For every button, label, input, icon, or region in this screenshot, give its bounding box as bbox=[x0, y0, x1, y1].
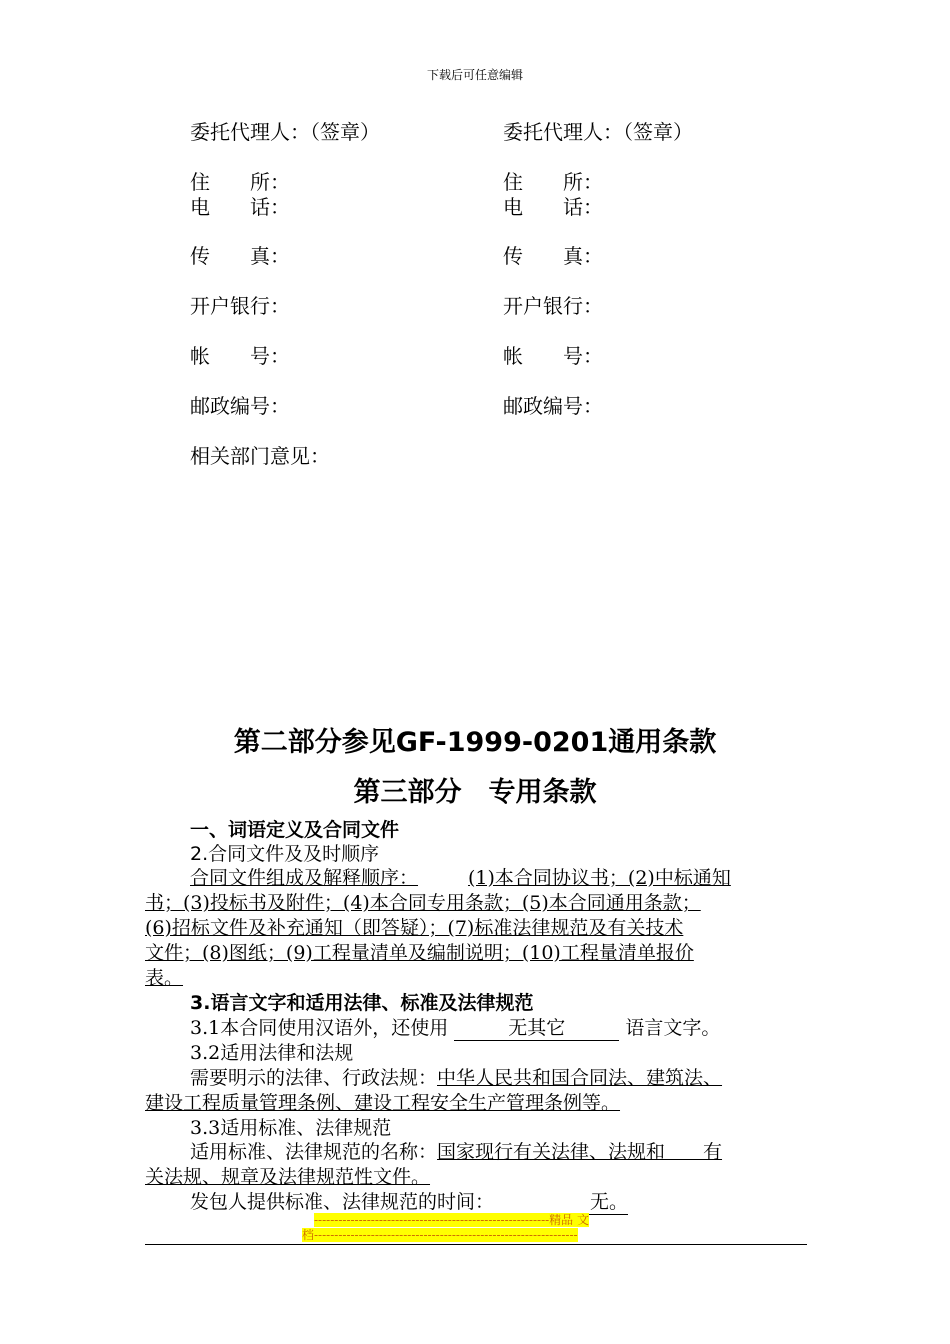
left-address-label: 住 所： bbox=[190, 170, 290, 194]
contract-docs-line5: 表。 bbox=[145, 967, 184, 989]
clause-3-3-value1: 国家现行有关法律、法规和 有 bbox=[437, 1141, 723, 1163]
clause-3-3-heading: 3.3适用标准、法律规范 bbox=[190, 1117, 392, 1139]
clause-3-2-value1: 中华人民共和国合同法、建筑法、 bbox=[437, 1067, 723, 1089]
right-address-label: 住 所： bbox=[503, 170, 603, 194]
dept-opinion-label: 相关部门意见： bbox=[190, 444, 330, 468]
clause-3-3-label: 适用标准、法律规范的名称： bbox=[190, 1141, 438, 1163]
right-account-label: 帐 号： bbox=[503, 344, 603, 368]
contract-docs-line3: (6)招标文件及补充通知（即答疑）；(7)标准法律规范及有关技术 bbox=[145, 917, 684, 939]
left-account-label: 帐 号： bbox=[190, 344, 290, 368]
right-bank-label: 开户银行： bbox=[503, 294, 603, 318]
part3-title: 第三部分 专用条款 bbox=[353, 777, 597, 808]
left-agent-label: 委托代理人：（签章） bbox=[190, 120, 380, 144]
page-header: 下载后可任意编辑 bbox=[426, 68, 523, 82]
clause-3-2-heading: 3.2适用法律和法规 bbox=[190, 1042, 354, 1064]
right-fax-label: 传 真： bbox=[503, 244, 603, 268]
clause-3-2-value2: 建设工程质量管理条例、建设工程安全生产管理条例等。 bbox=[145, 1092, 621, 1114]
section1-sub2-heading: 2.合同文件及及时顺序 bbox=[190, 843, 380, 865]
left-postcode-label: 邮政编号： bbox=[190, 394, 290, 418]
left-phone-label: 电 话： bbox=[190, 195, 290, 219]
left-bank-label: 开户银行： bbox=[190, 294, 290, 318]
clause-3-3-line1 bbox=[190, 1137, 722, 1164]
clause-3-2-label: 需要明示的法律、行政法规： bbox=[190, 1067, 438, 1089]
provide-time-label: 发包人提供标准、法律规范的时间： bbox=[190, 1191, 495, 1213]
section3-heading: 3.语言文字和适用法律、标准及法律规范 bbox=[190, 992, 534, 1014]
clause-3-1-value: 无其它 bbox=[454, 1013, 619, 1041]
contract-docs-label: 合同文件组成及解释顺序： bbox=[190, 867, 419, 889]
clause-3-1-prefix: 3.1本合同使用汉语外，还使用 bbox=[190, 1017, 449, 1039]
left-fax-label: 传 真： bbox=[190, 244, 290, 268]
right-postcode-label: 邮政编号： bbox=[503, 394, 603, 418]
contract-docs-line2: 书；(3)投标书及附件；(4)本合同专用条款；(5)本合同通用条款； bbox=[145, 892, 701, 914]
clause-3-1-suffix: 语言文字。 bbox=[625, 1017, 721, 1039]
footer-line2: 档----------------------------------------------------------------- bbox=[302, 1228, 578, 1242]
provide-time-value: 无。 bbox=[500, 1187, 628, 1215]
clause-3-1 bbox=[190, 1013, 720, 1041]
footer-rule bbox=[145, 1244, 807, 1245]
part2-title: 第二部分参见GF-1999-0201通用条款 bbox=[233, 727, 717, 758]
contract-docs-line4: 文件；(8)图纸；(9)工程量清单及编制说明；(10)工程量清单报价 bbox=[145, 942, 694, 964]
provide-time-line bbox=[190, 1187, 628, 1215]
clause-3-2-line1 bbox=[190, 1063, 722, 1090]
right-agent-label: 委托代理人：（签章） bbox=[503, 120, 693, 144]
footer-line1: ----------------------------------------------------------精品 文 bbox=[314, 1213, 589, 1227]
contract-docs-line1 bbox=[190, 863, 731, 890]
contract-docs-text: (1)本合同协议书；(2)中标通知 bbox=[468, 867, 731, 889]
clause-3-3-value2: 关法规、规章及法律规范性文件。 bbox=[145, 1166, 431, 1188]
section1-heading: 一、词语定义及合同文件 bbox=[190, 819, 400, 841]
right-phone-label: 电 话： bbox=[503, 195, 603, 219]
